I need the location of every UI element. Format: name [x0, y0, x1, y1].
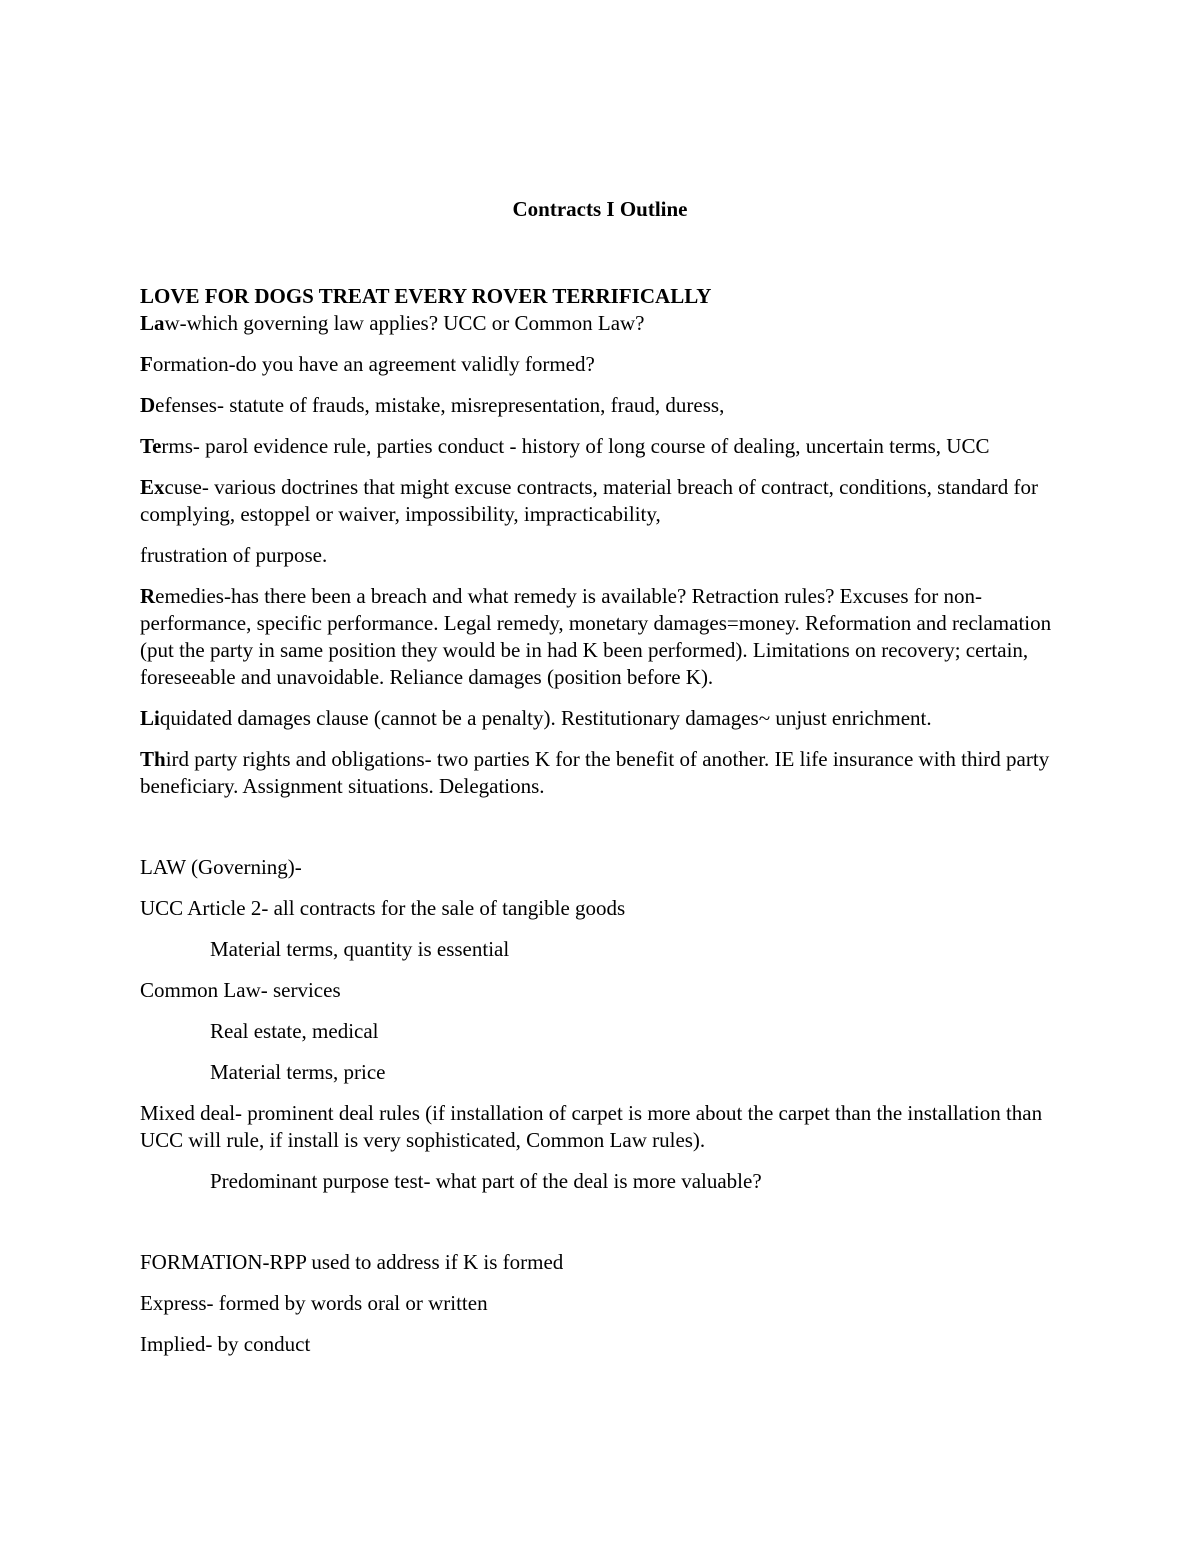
outline-item-terms — [140, 433, 1060, 460]
outline-text: cuse- various doctrines that might excuse contracts, material breach of contract, conditions, standard for complying, estoppel or waiver, impossibility, impracticability, — [140, 475, 1039, 526]
outline-lead: F — [140, 352, 153, 376]
outline-lead: Th — [140, 747, 166, 771]
mnemonic-heading: LOVE FOR DOGS TREAT EVERY ROVER TERRIFICALLY — [140, 284, 712, 308]
law-common-law-material: Material terms, price — [210, 1060, 386, 1084]
outline-lead: Li — [140, 706, 160, 730]
outline-item-law — [140, 310, 1060, 337]
outline-lead: D — [140, 393, 156, 417]
outline-lead: Te — [140, 434, 162, 458]
outline-item-excuse-continued — [140, 542, 1060, 569]
law-ucc: UCC Article 2- all contracts for the sale of tangible goods — [140, 896, 626, 920]
outline-text: efenses- statute of frauds, mistake, misrepresentation, fraud, duress, — [155, 393, 725, 417]
document-page — [140, 195, 1060, 1372]
outline-text: w-which governing law applies? UCC or Common Law? — [164, 311, 645, 335]
law-predominant-purpose: Predominant purpose test- what part of the deal is more valuable? — [210, 1169, 762, 1193]
outline-lead: Ex — [140, 475, 165, 499]
formation-section-heading: FORMATION-RPP used to address if K is formed — [140, 1250, 564, 1274]
outline-text: ird party rights and obligations- two parties K for the benefit of another. IE life insurance with third party beneficiary. Assignment situations. Delegations. — [140, 747, 1050, 798]
law-section-heading: LAW (Governing)- — [140, 855, 302, 879]
formation-implied: Implied- by conduct — [140, 1332, 311, 1356]
outline-item-defenses — [140, 392, 1060, 419]
law-mixed-deal: Mixed deal- prominent deal rules (if installation of carpet is more about the carpet than the installation than UCC will rule, if install is very sophisticated, Common Law rules). — [140, 1101, 1043, 1152]
outline-text: quidated damages clause (cannot be a penalty). Restitutionary damages~ unjust enrichment. — [159, 706, 932, 730]
spacer — [140, 1209, 1060, 1249]
outline-lead: La — [140, 311, 165, 335]
law-ucc-material: Material terms, quantity is essential — [210, 937, 510, 961]
outline-item-remedies — [140, 583, 1060, 691]
outline-item-liquidated — [140, 705, 1060, 732]
document-title: Contracts I Outline — [512, 197, 688, 221]
outline-item-excuse — [140, 474, 1060, 528]
outline-text: rms- parol evidence rule, parties conduct - history of long course of dealing, uncertain terms, UCC — [161, 434, 990, 458]
spacer — [140, 814, 1060, 854]
outline-item-formation — [140, 351, 1060, 378]
outline-text: emedies-has there been a breach and what remedy is available? Retraction rules? Excuses for non-performance, specific performance. Legal remedy, monetary damages=money. Reformation and reclamation (put the party in same position they would be in had K been performed). Limitations on recovery; certain, foreseeable and unavoidable. Reliance damages (position before K). — [140, 584, 1052, 689]
law-common-law-examples: Real estate, medical — [210, 1019, 379, 1043]
outline-text: frustration of purpose. — [140, 543, 328, 567]
outline-text: ormation-do you have an agreement validly formed? — [152, 352, 595, 376]
law-common-law: Common Law- services — [140, 978, 341, 1002]
outline-lead: R — [140, 584, 156, 608]
formation-express: Express- formed by words oral or written — [140, 1291, 488, 1315]
outline-item-third-party — [140, 746, 1060, 800]
